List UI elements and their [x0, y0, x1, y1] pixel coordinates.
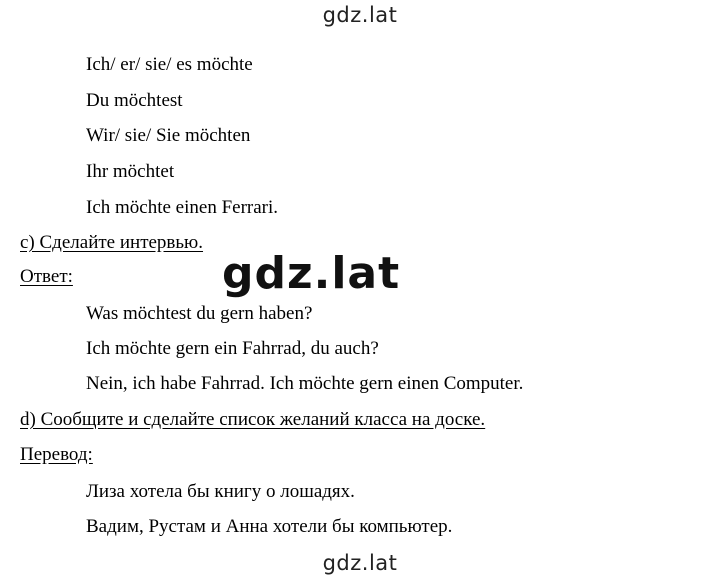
conjugation-line-1: Ich/ er/ sie/ es möchte: [86, 54, 253, 75]
section-c-heading: c) Сделайте интервью.: [20, 232, 204, 253]
translation-line-1: Лиза хотела бы книгу о лошадях.: [86, 481, 355, 502]
dialogue-line-2: Ich möchte gern ein Fahrrad, du auch?: [86, 338, 379, 359]
conjugation-line-4: Ihr möchtet: [86, 161, 175, 182]
translation-line-2: Вадим, Рустам и Анна хотели бы компьютер.: [86, 516, 453, 537]
watermark-bottom: gdz.lat: [322, 551, 398, 575]
translation-label: Перевод:: [20, 444, 93, 465]
section-d-heading: d) Сообщите и сделайте список желаний класса на доске.: [20, 409, 486, 430]
conjugation-line-3: Wir/ sie/ Sie möchten: [86, 125, 251, 146]
answer-label: Ответ:: [20, 266, 73, 287]
conjugation-line-5: Ich möchte einen Ferrari.: [86, 197, 279, 218]
watermark-top: gdz.lat: [322, 3, 398, 27]
dialogue-line-1: Was möchtest du gern haben?: [86, 303, 313, 324]
watermark-middle: gdz.lat: [222, 248, 401, 299]
dialogue-line-3: Nein, ich habe Fahrrad. Ich möchte gern einen Computer.: [86, 373, 524, 394]
conjugation-line-2: Du möchtest: [86, 90, 183, 111]
